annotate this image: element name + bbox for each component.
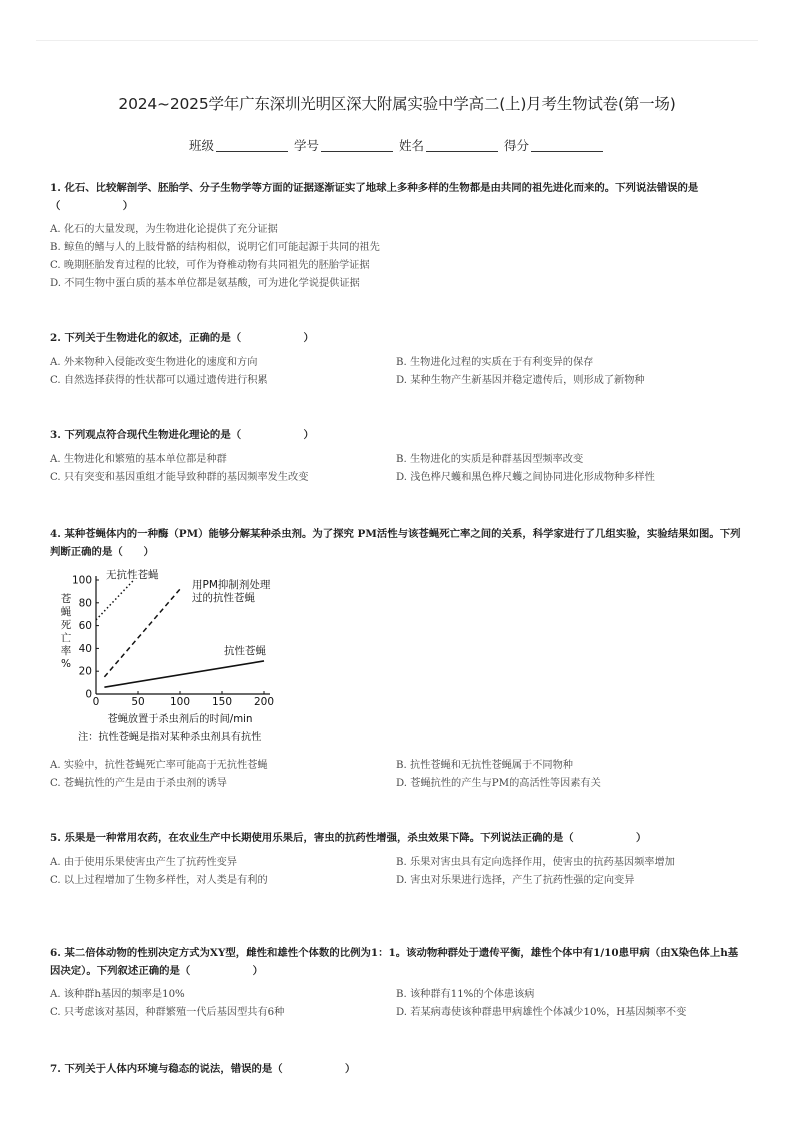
option-c[interactable]: C. 只有突变和基因重组才能导致种群的基因频率发生改变 — [50, 471, 309, 483]
option-c[interactable]: C. 只考虑该对基因，种群繁殖一代后基因型共有6种 — [50, 1007, 285, 1018]
option-a[interactable]: A. 化石的大量发现，为生物进化论提供了充分证据 — [50, 224, 278, 235]
score-blank[interactable] — [531, 139, 603, 152]
number-blank[interactable] — [321, 139, 393, 152]
question-4-options — [50, 757, 744, 793]
options — [50, 854, 744, 890]
x-axis-label: 苍蝇放置于杀虫剂后的时间/min — [107, 714, 253, 725]
x-tick-label: 200 — [253, 696, 275, 708]
y-tick-label: 100 — [71, 574, 92, 587]
option-b[interactable]: B. 乐果对害虫具有定向选择作用，使害虫的抗药基因频率增加 — [396, 856, 675, 868]
y-tick-label: 20 — [78, 665, 92, 678]
question-stem: 2. 下列关于生物进化的叙述，正确的是（ ） — [50, 332, 314, 344]
series-label-3: 抗性苍蝇 — [224, 645, 266, 657]
score-label: 得分 — [503, 138, 529, 153]
number-label: 学号 — [293, 138, 319, 153]
x-tick-label: 100 — [169, 696, 191, 708]
question-2 — [50, 330, 744, 390]
question-1 — [50, 180, 744, 293]
question-stem: 3. 下列观点符合现代生物进化理论的是（ ） — [50, 429, 314, 441]
option-a[interactable]: A. 实验中，抗性苍蝇死亡率可能高于无抗性苍蝇 — [50, 760, 268, 771]
option-d[interactable]: D. 若某病毒使该种群患甲病雄性个体减少10%，H基因频率不变 — [396, 1007, 687, 1018]
chart-note: 注：抗性苍蝇是指对某种杀虫剂具有抗性 — [78, 732, 262, 743]
options — [50, 451, 744, 487]
option-b[interactable]: B. 抗性苍蝇和无抗性苍蝇属于不同物种 — [396, 760, 573, 771]
option-c[interactable]: C. 自然选择获得的性状都可以通过遗传进行积累 — [50, 374, 268, 386]
series-line-1 — [96, 580, 134, 620]
option-b[interactable]: B. 生物进化的实质是种群基因型频率改变 — [396, 453, 584, 465]
question-stem: 5. 乐果是一种常用农药，在农业生产中长期使用乐果后，害虫的抗药性增强，杀虫效果下降。下列说法正确的是（ ） — [50, 832, 647, 844]
option-d[interactable]: D. 某种生物产生新基因并稳定遗传后，则形成了新物种 — [396, 374, 645, 386]
option-d[interactable]: D. 不同生物中蛋白质的基本单位都是氨基酸，可为进化学说提供证据 — [50, 278, 360, 289]
question-stem: 6. 某二倍体动物的性别决定方式为XY型，雌性和雄性个体数的比例为1：1。该动物种群处于遗传平衡，雄性个体中有1/10患甲病（由X染色体上h基因决定）。下列叙述正确的是（ ） — [50, 947, 739, 977]
series-label-1: 无抗性苍蝇 — [106, 569, 159, 581]
y-tick-label: 40 — [78, 642, 92, 655]
options — [50, 986, 744, 1022]
x-tick-label: 50 — [131, 696, 145, 708]
option-a[interactable]: A. 生物进化和繁殖的基本单位都是种群 — [50, 453, 227, 465]
option-a[interactable]: A. 外来物种入侵能改变生物进化的速度和方向 — [50, 356, 258, 368]
question-stem: 4. 某种苍蝇体内的一种酶（PM）能够分解某种杀虫剂。为了探究 PM活性与该苍蝇死亡率之间的关系，科学家进行了几组实验，实验结果如图。下列判断正确的是（ ） — [50, 528, 741, 558]
class-label: 班级 — [188, 138, 214, 153]
options — [50, 757, 744, 793]
x-tick-label: 150 — [211, 696, 233, 708]
options — [50, 221, 744, 293]
option-b[interactable]: B. 鲸鱼的鳍与人的上肢骨骼的结构相似，说明它们可能起源于共同的祖先 — [50, 242, 380, 253]
option-b[interactable]: B. 生物进化过程的实质在于有利变异的保存 — [396, 356, 594, 368]
question-4 — [50, 526, 744, 561]
option-d[interactable]: D. 苍蝇抗性的产生与PM的高活性等因素有关 — [396, 778, 601, 789]
option-d[interactable]: D. 害虫对乐果进行选择，产生了抗药性强的定向变异 — [396, 874, 635, 886]
option-c[interactable]: C. 苍蝇抗性的产生是由于杀虫剂的诱导 — [50, 778, 227, 789]
option-b[interactable]: B. 该种群有11%的个体患该病 — [396, 989, 535, 1000]
series-line-3 — [104, 661, 264, 687]
student-info-line — [0, 136, 794, 154]
question-stem: 1. 化石、比较解剖学、胚胎学、分子生物学等方面的证据逐渐证实了地球上多种多样的生物都是由共同的祖先进化而来的。下列说法错误的是（ ） — [50, 182, 699, 212]
option-d[interactable]: D. 浅色桦尺蠖和黑色桦尺蠖之间协同进化形成物种多样性 — [396, 471, 655, 483]
question-7 — [50, 1061, 744, 1079]
options — [50, 354, 744, 390]
name-blank[interactable] — [426, 139, 498, 152]
option-c[interactable]: C. 以上过程增加了生物多样性，对人类是有利的 — [50, 874, 268, 886]
option-a[interactable]: A. 该种群h基因的频率是10% — [50, 989, 185, 1000]
y-tick-label: 0 — [85, 688, 92, 701]
y-tick-label: 60 — [78, 620, 92, 633]
name-label: 姓名 — [398, 138, 424, 153]
fly-mortality-chart — [56, 564, 286, 750]
option-c[interactable]: C. 晚期胚胎发育过程的比较，可作为脊椎动物有共同祖先的胚胎学证据 — [50, 260, 370, 271]
top-rule — [36, 40, 758, 41]
option-a[interactable]: A. 由于使用乐果使害虫产生了抗药性变异 — [50, 856, 238, 868]
y-axis-label: 苍蝇死亡率% — [60, 593, 72, 670]
question-stem: 7. 下列关于人体内环境与稳态的说法，错误的是（ ） — [50, 1063, 356, 1075]
series-label-2: 用PM抑制剂处理过的抗性苍蝇 — [192, 579, 271, 604]
question-6 — [50, 945, 744, 1022]
page-title: 2024~2025学年广东深圳光明区深大附属实验中学高二(上)月考生物试卷(第一场) — [118, 95, 676, 113]
series-line-2 — [104, 589, 180, 677]
x-tick-label: 0 — [92, 696, 100, 708]
y-tick-label: 80 — [78, 597, 92, 610]
question-5 — [50, 830, 744, 890]
question-3 — [50, 427, 744, 487]
class-blank[interactable] — [216, 139, 288, 152]
